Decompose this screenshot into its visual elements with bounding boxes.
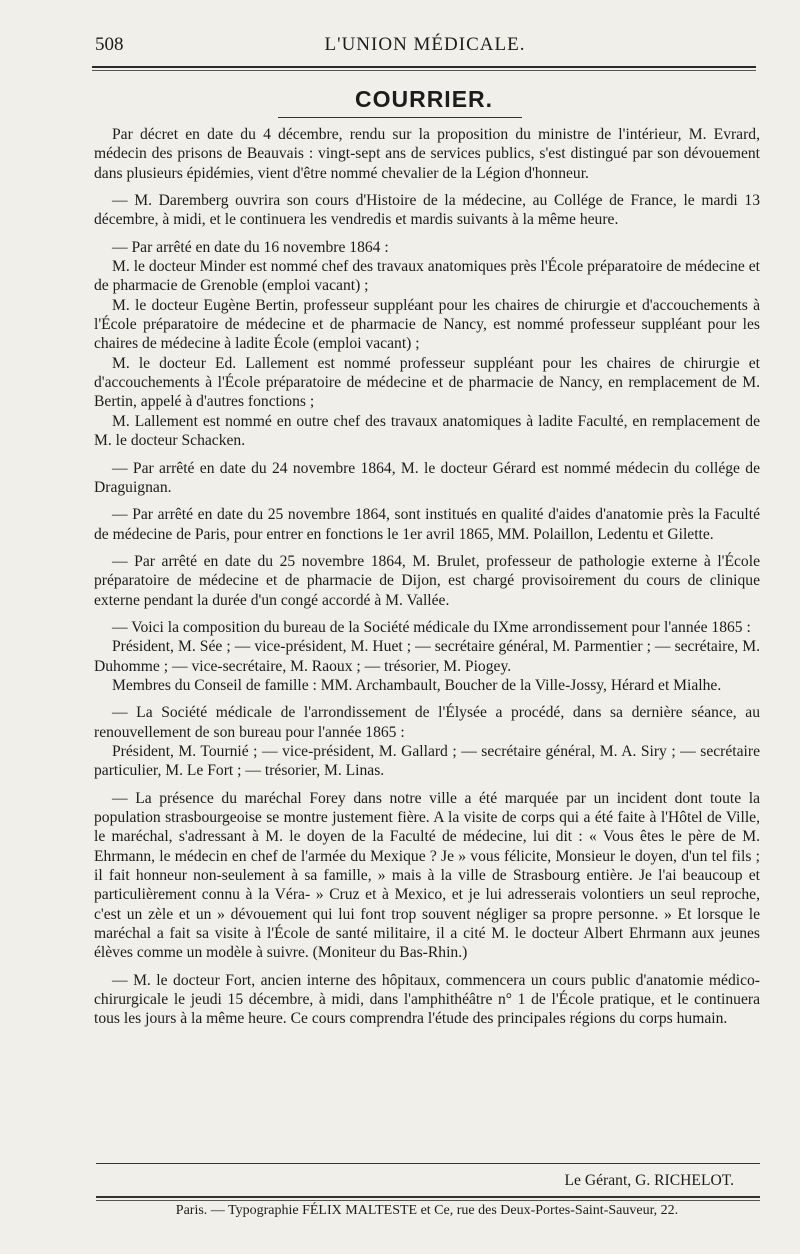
page-header bbox=[95, 34, 755, 58]
paragraph: — Par arrêté en date du 16 novembre 1864 : bbox=[112, 238, 389, 256]
footer-rule-thin bbox=[96, 1200, 760, 1201]
paragraph: — Par arrêté en date du 24 novembre 1864, M. le docteur Gérard est nommé médecin du collége de Draguignan. bbox=[94, 459, 760, 496]
paragraph: Président, M. Sée ; — vice-président, M. Huet ; — secrétaire général, M. Parmentier ; — secrétaire, M. Duhomme ; — vice-secrétaire, M. Raoux ; — trésorier, M. Piogey. bbox=[94, 638, 760, 675]
paragraph: — La présence du maréchal Forey dans notre ville a été marquée par un incident dont toute la population strasbourgeoise se montre justement fière. A la visite de corps qui a été faite à l'Hôtel de Ville, le maréchal, s'adressant à M. le doyen de la Faculté de médecine, lui dit : « Vous êtes le père de M. Ehrmann, le médecin en chef de l'armée du Mexique ? Je » vous félicite, Monsieur le doyen, d'un tel fils ; il fait honneur non-seulement à sa famille, » mais à la ville de Strasbourg entière. Je l'ai beaucoup et particulièrement connu à la Véra- » Cruz et à Mexico, et je lui adresserais volontiers un seul reproche, c'est un zèle et un » dévouement qui lui font trop souvent négliger sa propre personne. » Et lorsque le maréchal a fait sa visite à l'École de santé militaire, il a cité M. le docteur Albert Ehrmann aux jeunes élèves comme un modèle à suivre. (Moniteur du Bas-Rhin.) bbox=[94, 789, 760, 962]
footer-rule bbox=[96, 1196, 760, 1198]
paragraph: — M. Daremberg ouvrira son cours d'Histoire de la médecine, au Collége de France, le mardi 13 décembre, à midi, et le continuera les vendredis et mardis suivants à la même heure. bbox=[94, 192, 760, 229]
printer-imprint: Paris. — Typographie FÉLIX MALTESTE et Ce, rue des Deux-Portes-Saint-Sauveur, 22. bbox=[175, 1203, 679, 1218]
paragraph: — Par arrêté en date du 25 novembre 1864, M. Brulet, professeur de pathologie externe à l'École préparatoire de médecine et de pharmacie de Dijon, est chargé provisoirement du cours de clinique externe pendant la durée d'un congé accordé à M. Vallée. bbox=[94, 552, 760, 609]
paragraph: M. Lallement est nommé en outre chef des travaux anatomiques à ladite Faculté, en remplacement de M. le docteur Schacken. bbox=[94, 412, 760, 450]
title-rule bbox=[278, 117, 522, 118]
paragraph: — Voici la composition du bureau de la Société médicale du IXme arrondissement pour l'année 1865 : bbox=[112, 618, 751, 636]
signature: Le Gérant, G. RICHELOT. bbox=[564, 1172, 734, 1189]
journal-title: L'UNION MÉDICALE. bbox=[324, 34, 526, 55]
paragraph: M. le docteur Eugène Bertin, professeur suppléant pour les chaires de chirurgie et d'accouchements à l'École préparatoire de médecine et de pharmacie de Nancy, est nommé professeur suppléant pour les chaires de médecine à ladite École (emploi vacant) ; bbox=[94, 296, 760, 353]
paragraph: — Par arrêté en date du 25 novembre 1864, sont institués en qualité d'aides d'anatomie près la Faculté de médecine de Paris, pour entrer en fonctions le 1er avril 1865, MM. Polaillon, Ledentu et Gilette. bbox=[94, 506, 760, 543]
article-body bbox=[94, 125, 760, 1029]
paragraph: Président, M. Tournié ; — vice-président, M. Gallard ; — secrétaire général, M. A. Siry ; — secrétaire particulier, M. Le Fort ; — trésorier, M. Linas. bbox=[94, 742, 760, 780]
paragraph: Membres du Conseil de famille : MM. Archambault, Boucher de la Ville-Jossy, Hérard et Mialhe. bbox=[112, 676, 722, 694]
section-title: COURRIER. bbox=[354, 86, 494, 112]
paragraph: — La Société médicale de l'arrondissement de l'Élysée a procédé, dans sa dernière séance, au renouvellement de son bureau pour l'année 1865 : bbox=[94, 704, 760, 741]
header-rule-thin bbox=[92, 70, 756, 71]
paragraph: M. le docteur Ed. Lallement est nommé professeur suppléant pour les chaires de chirurgie et d'accouchements à l'École préparatoire de médecine et de pharmacie de Nancy, en remplacement de M. Bertin, appelé à d'autres fonctions ; bbox=[94, 354, 760, 411]
paragraph: Par décret en date du 4 décembre, rendu sur la proposition du ministre de l'intérieur, M. Evrard, médecin des prisons de Beauvais : vingt-sept ans de services publics, s'est distingué par son dévouement dans plusieurs épidémies, vient d'être nommé chevalier de la Légion d'honneur. bbox=[94, 126, 760, 182]
paragraph: M. le docteur Minder est nommé chef des travaux anatomiques près l'École préparatoire de médecine et de pharmacie de Grenoble (emploi vacant) ; bbox=[94, 258, 760, 295]
paragraph: — M. le docteur Fort, ancien interne des hôpitaux, commencera un cours public d'anatomie médico-chirurgicale le jeudi 15 décembre, à midi, dans l'amphithéâtre n° 1 de l'École pratique, et le continuera tous les jours à la même heure. Ce cours comprendra l'étude des principales régions du corps humain. bbox=[94, 971, 760, 1028]
page-number: 508 bbox=[95, 34, 124, 55]
header-rule bbox=[92, 66, 756, 68]
signature-rule bbox=[96, 1163, 760, 1164]
